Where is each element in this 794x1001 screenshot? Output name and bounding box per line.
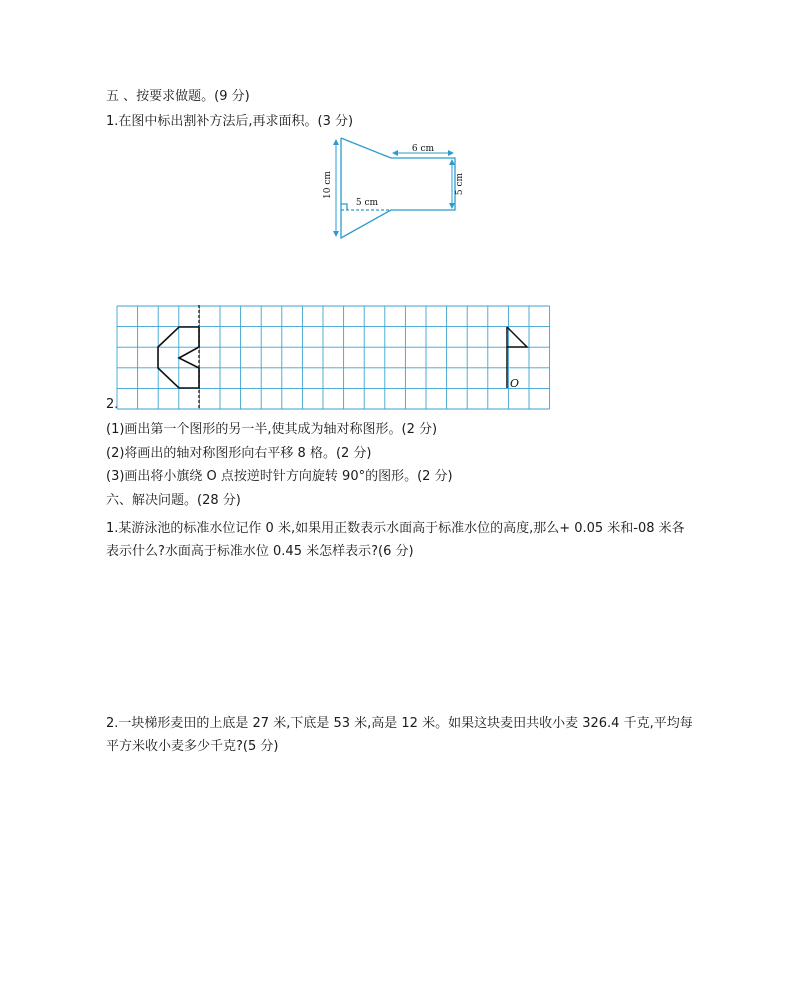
section-6-title: 六、解决问题。(28 分): [106, 493, 241, 508]
question-5-2-part-1: (1)画出第一个图形的另一半,使其成为轴对称图形。(2 分): [106, 422, 438, 437]
question-5-2-number: 2.: [106, 397, 119, 412]
flag-point-label: O: [510, 377, 520, 390]
label-right-5cm: 5 cm: [455, 172, 465, 196]
dimension-arrows: [336, 140, 453, 236]
question-5-2-part-3: (3)画出将小旗绕 O 点按逆时针方向旋转 90°的图形。(2 分): [106, 469, 453, 484]
question-5-2-part-2: (2)将画出的轴对称图形向右平移 8 格。(2 分): [106, 446, 372, 461]
grid-lines: [117, 306, 550, 409]
section-5-title: 五 、按要求做题。(9 分): [106, 89, 250, 104]
label-top-6cm: 6 cm: [411, 144, 435, 154]
label-left-10cm: 10 cm: [323, 171, 333, 199]
label-mid-5cm: 5 cm: [355, 198, 379, 208]
question-6-2: 2.一块梯形麦田的上底是 27 米,下底是 53 米,高是 12 米。如果这块麦田共收小麦 326.4 千克,平均每平方米收小麦多少千克?(5 分): [106, 716, 693, 754]
grid-figure: [115, 303, 555, 413]
question-5-1: 1.在图中标出割补方法后,再求面积。(3 分): [106, 114, 354, 129]
composite-shape-figure: [320, 130, 480, 245]
question-6-1: 1.某游泳池的标准水位记作 0 米,如果用正数表示水面高于标准水位的高度,那么+ 0.05 米和-08 米各表示什么?水面高于标准水位 0.45 米怎样表示?(6 分): [106, 521, 685, 559]
